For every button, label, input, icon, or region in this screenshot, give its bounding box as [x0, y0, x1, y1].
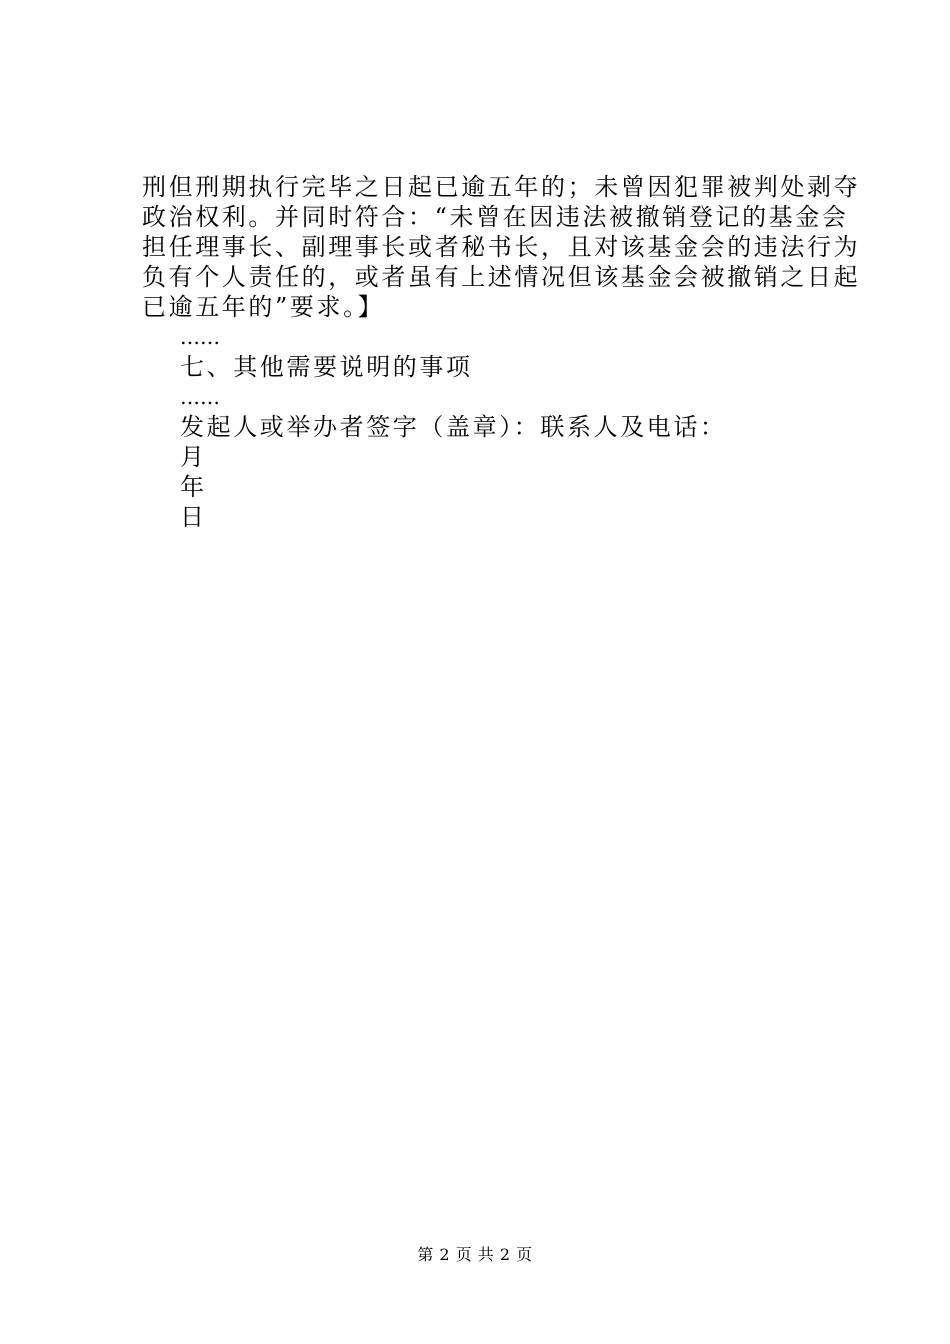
- paragraph-line: 负有个人责任的，或者虽有上述情况但该基金会被撤销之日起: [142, 263, 861, 291]
- ellipsis: ……: [180, 325, 220, 349]
- paragraph-line: 刑但刑期执行完毕之日起已逾五年的；未曾因犯罪被判处剥夺: [142, 173, 861, 201]
- signature-line: 发起人或举办者签字（盖章）：联系人及电话：: [180, 413, 727, 441]
- section-heading: 七、其他需要说明的事项: [180, 353, 473, 381]
- page-footer: [0, 1244, 950, 1266]
- paragraph-line: 担任理事长、副理事长或者秘书长，且对该基金会的违法行为: [142, 233, 861, 261]
- date-year: 年: [180, 473, 207, 501]
- document-body: [142, 172, 861, 532]
- paragraph-line: 政治权利。并同时符合：“未曾在因违法被撤销登记的基金会: [142, 203, 849, 231]
- paragraph-line: 已逾五年的”要求。】: [142, 293, 385, 321]
- page-indicator: 第 2 页 共 2 页: [417, 1245, 533, 1264]
- date-month: 月: [180, 443, 207, 471]
- ellipsis: ……: [180, 385, 220, 409]
- date-day: 日: [180, 503, 207, 531]
